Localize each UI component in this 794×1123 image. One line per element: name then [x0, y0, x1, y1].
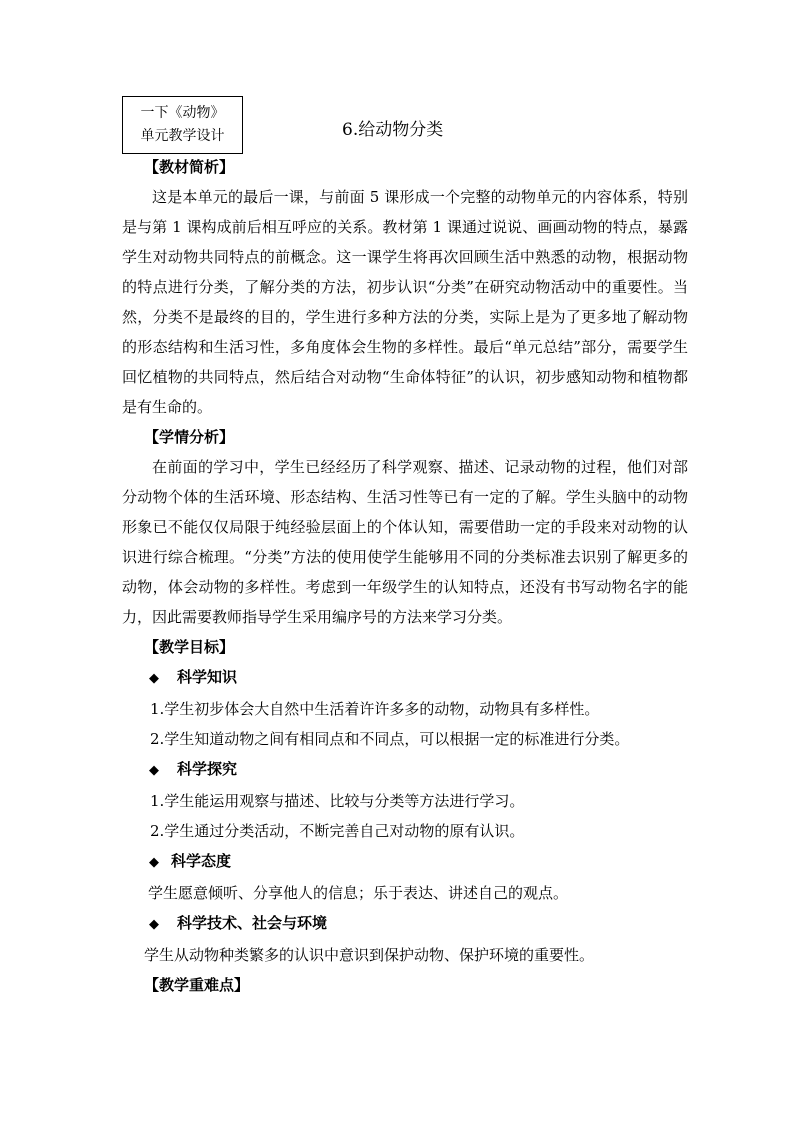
list-item: 学生从动物种类繁多的认识中意识到保护动物、保护环境的重要性。 [144, 946, 595, 964]
page-title: 6.给动物分类 [342, 120, 444, 140]
subheading-inquiry-label: 科学探究 [177, 760, 238, 778]
list-item: 2.学生通过分类活动，不断完善自己对动物的原有认识。 [150, 822, 525, 840]
subheading-inquiry [122, 754, 688, 786]
subheading-attitude [122, 846, 688, 878]
unit-label-line1: 一下《动物》 [140, 105, 225, 121]
document-body [122, 152, 688, 1000]
list-item: 1.学生能运用观察与描述、比较与分类等方法进行学习。 [150, 792, 525, 810]
section-heading-key-points: 【教学重难点】 [144, 976, 250, 994]
section-heading-learner: 【学情分析】 [144, 428, 235, 446]
list-item: 1.学生初步体会大自然中生活着许许多多的动物，动物具有多样性。 [150, 700, 600, 718]
subheading-knowledge [122, 662, 688, 694]
unit-label-line2: 单元教学设计 [140, 128, 225, 144]
subheading-sts [122, 908, 688, 940]
learner-paragraph: 在前面的学习中，学生已经经历了科学观察、描述、记录动物的过程，他们对部分动物个体的生活环境、形态结构、生活习性等已有一定的了解。学生头脑中的动物形象已不能仅仅局限于纯经验层面上的个体认知，需要借助一定的手段来对动物的认识进行综合梳理。“分类”方法的使用使学生能够用不同的分类标准去识别了解更多的动物，体会动物的多样性。考虑到一年级学生的认知特点，还没有书写动物名字的能力，因此需要教师指导学生采用编序号的方法来学习分类。 [122, 458, 688, 626]
unit-label-box [122, 96, 243, 154]
subheading-knowledge-label: 科学知识 [177, 668, 238, 686]
section-heading-goals: 【教学目标】 [144, 638, 235, 656]
subheading-sts-label: 科学技术、社会与环境 [177, 914, 328, 932]
diamond-bullet-icon: ◆ [149, 917, 159, 932]
section-heading-analysis: 【教材简析】 [144, 158, 235, 176]
list-item: 2.学生知道动物之间有相同点和不同点，可以根据一定的标准进行分类。 [150, 730, 630, 748]
diamond-bullet-icon: ◆ [149, 671, 159, 686]
analysis-paragraph: 这是本单元的最后一课，与前面 5 课形成一个完整的动物单元的内容体系，特别是与第 1 课构成前后相互呼应的关系。教材第 1 课通过说说、画画动物的特点，暴露学生对动物共同特点的前概念。这一课学生将再次回顾生活中熟悉的动物，根据动物的特点进行分类，了解分类的方法，初步认识“分类”在研究动物活动中的重要性。当然，分类不是最终的目的，学生进行多种方法的分类，实际上是为了更多地了解动物的形态结构和生活习性，多角度体会生物的多样性。最后“单元总结”部分，需要学生回忆植物的共同特点，然后结合对动物“生命体特征”的认识，初步感知动物和植物都是有生命的。 [122, 188, 688, 416]
diamond-bullet-icon: ◆ [149, 855, 159, 870]
list-item: 学生愿意倾听、分享他人的信息；乐于表达、讲述自己的观点。 [148, 884, 569, 902]
diamond-bullet-icon: ◆ [149, 763, 159, 778]
subheading-attitude-label: 科学态度 [171, 852, 232, 870]
